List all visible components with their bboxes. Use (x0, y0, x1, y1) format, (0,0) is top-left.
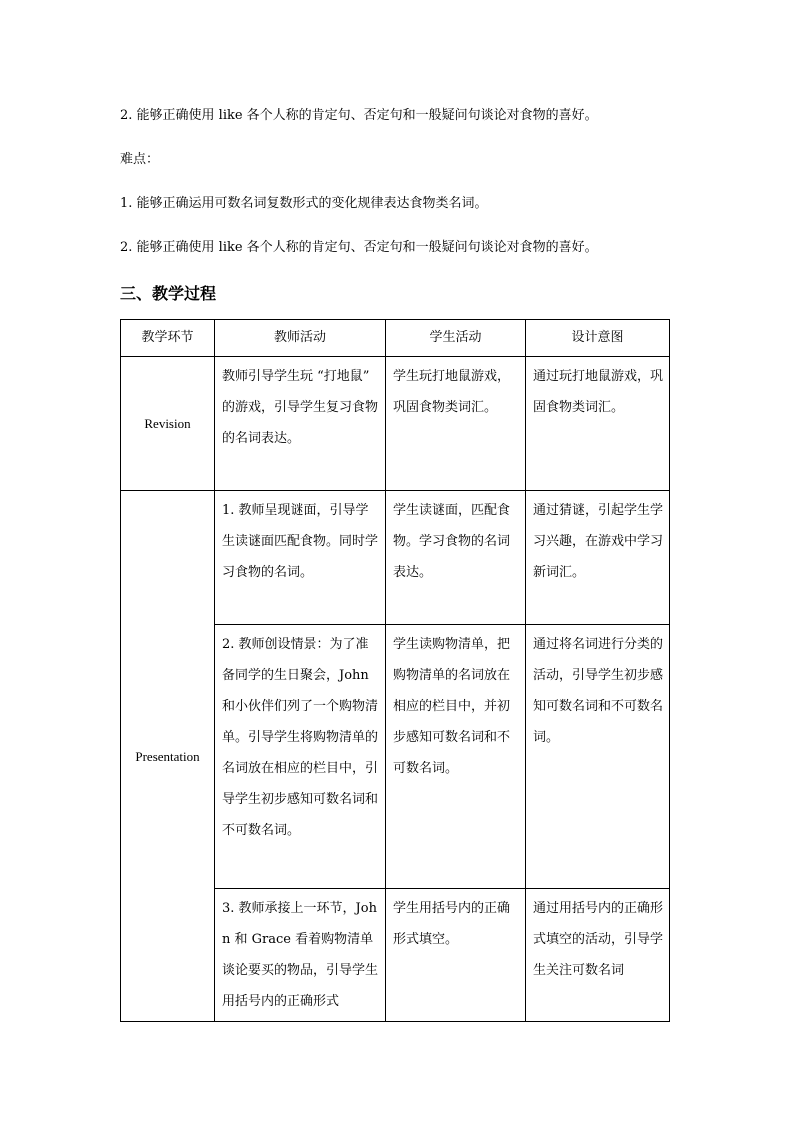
stage-presentation: Presentation (121, 491, 215, 1022)
header-teacher-activity: 教师活动 (215, 320, 386, 357)
teacher-activity: 1. 教师呈现谜面，引导学生读谜面匹配食物。同时学习食物的名词。 (215, 491, 386, 625)
difficulty-line-1: 1. 能够正确运用可数名词复数形式的变化规律表达食物类名词。 (120, 196, 488, 211)
student-activity: 学生读谜面，匹配食物。学习食物的名词表达。 (386, 491, 526, 625)
student-activity: 学生玩打地鼠游戏，巩固食物类词汇。 (386, 357, 526, 491)
student-activity: 学生读购物清单，把购物清单的名词放在相应的栏目中，并初步感知可数名词和不可数名词。 (386, 625, 526, 889)
header-student-activity: 学生活动 (386, 320, 526, 357)
difficulty-label: 难点： (120, 152, 160, 167)
teacher-activity: 教师引导学生玩 “打地鼠” 的游戏，引导学生复习食物的名词表达。 (215, 357, 386, 491)
design-purpose: 通过玩打地鼠游戏，巩固食物类词汇。 (526, 357, 670, 491)
student-activity: 学生用括号内的正确形式填空。 (386, 889, 526, 1022)
stage-revision: Revision (121, 357, 215, 491)
design-purpose: 通过猜谜，引起学生学习兴趣，在游戏中学习新词汇。 (526, 491, 670, 625)
design-purpose: 通过用括号内的正确形式填空的活动，引导学生关注可数名词 (526, 889, 670, 1022)
section-title: 三、教学过程 (120, 284, 217, 303)
header-stage: 教学环节 (121, 320, 215, 357)
difficulty-line-2: 2. 能够正确使用 like 各个人称的肯定句、否定句和一般疑问句谈论对食物的喜好。 (120, 240, 598, 255)
objective-line: 2. 能够正确使用 like 各个人称的肯定句、否定句和一般疑问句谈论对食物的喜好。 (120, 108, 598, 123)
design-purpose: 通过将名词进行分类的活动，引导学生初步感知可数名词和不可数名词。 (526, 625, 670, 889)
table-row (121, 357, 670, 491)
table-header-row (121, 320, 670, 357)
header-design-purpose: 设计意图 (526, 320, 670, 357)
teacher-activity: 2. 教师创设情景：为了准备同学的生日聚会，John 和小伙伴们列了一个购物清单。引导学生将购物清单的名词放在相应的栏目中，引导学生初步感知可数名词和不可数名词。 (215, 625, 386, 889)
teacher-activity: 3. 教师承接上一环节，John 和 Grace 看着购物清单谈论要买的物品，引导学生用括号内的正确形式 (215, 889, 386, 1022)
table-row (121, 491, 670, 625)
teaching-process-table (120, 319, 670, 1022)
